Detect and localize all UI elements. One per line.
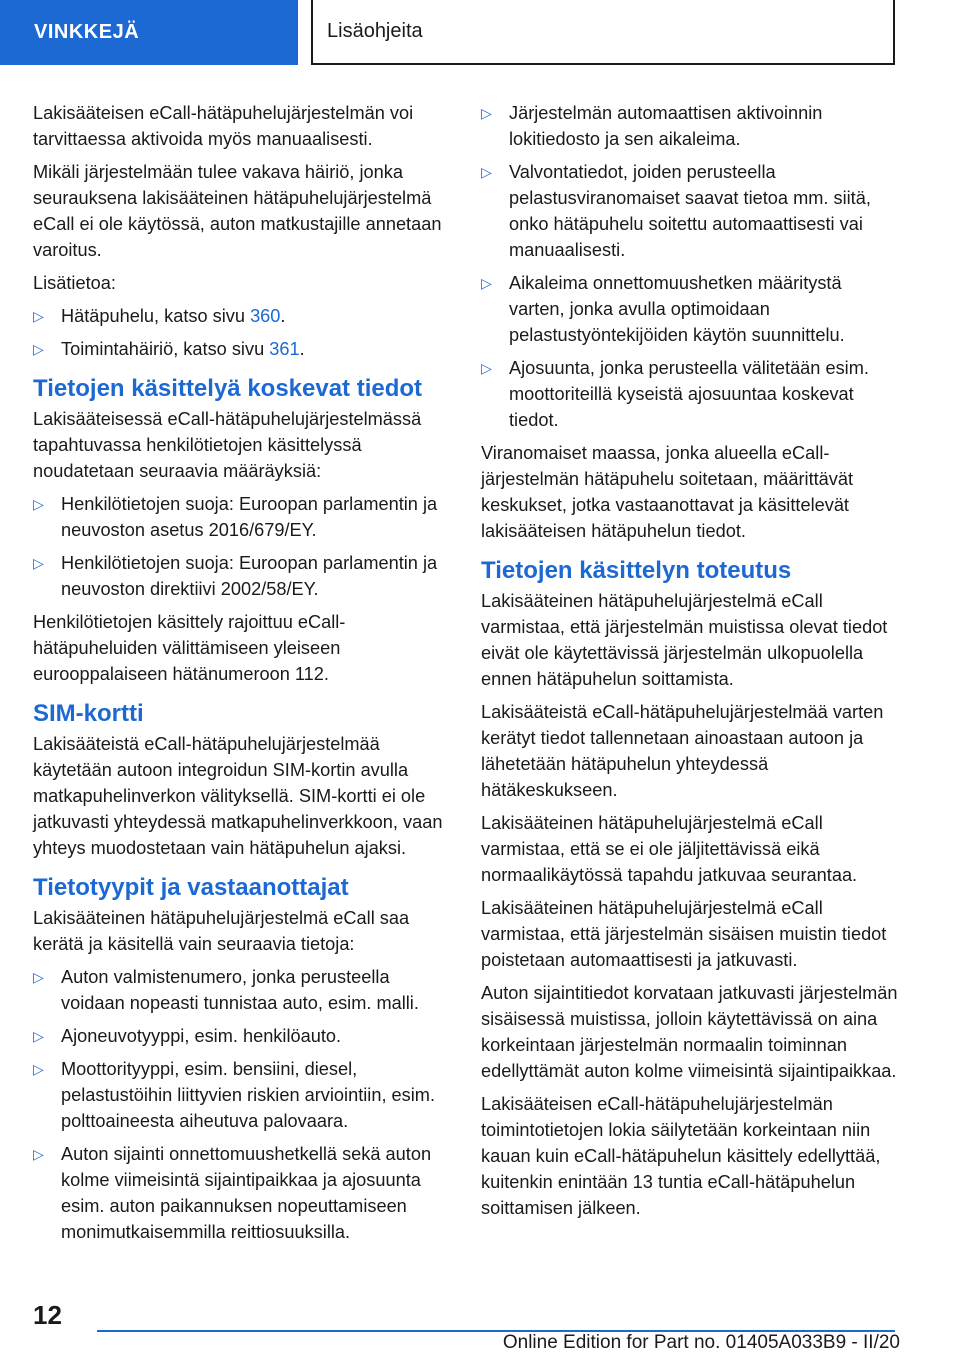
triangle-bullet-icon: ▷ xyxy=(481,275,492,291)
paragraph: Lakisääteinen hätäpuhelujärjestelmä eCall saa kerätä ja käsitellä vain seuraavia tietoja: xyxy=(33,908,410,954)
paragraph: Lakisääteistä eCall-hätäpuhelujärjestelmää käytetään autoon integroidun SIM-kortin avulla matkapuhelinverkon välityksellä. SIM-kortti ei ole jatkuvasti yhteydessä matkapuhelinverkkoon, vaan yhteys muodostetaan vain hätäpuhelun ajaksi. xyxy=(33,734,443,858)
heading-implementation: Tietojen käsittelyn toteutus xyxy=(481,557,792,584)
paragraph: Lakisääteinen hätäpuhelujärjestelmä eCall varmistaa, että se ei ole jäljitettävissä eikä normaalikäytössä tapahdu jatkuvaa seurantaa. xyxy=(481,813,858,885)
triangle-bullet-icon: ▷ xyxy=(33,555,44,571)
list-item: ▷ Ajoneuvotyyppi, esim. henkilöauto. xyxy=(33,1023,451,1049)
reference-list xyxy=(33,303,451,362)
paragraph: Lakisääteinen hätäpuhelujärjestelmä eCall varmistaa, että järjestelmän sisäisen muistin tiedot poistetaan automaattisesti ja jatkuvasti. xyxy=(481,898,887,970)
list-item: ▷ Järjestelmän automaattisen aktivoinnin lokitiedosto ja sen aikaleima. xyxy=(481,100,901,152)
heading-data-processing: Tietojen käsittelyä koskevat tiedot xyxy=(33,375,423,402)
paragraph: Lakisääteisessä eCall-hätäpuhelujärjestelmässä tapahtuvassa henkilötietojen käsittelyssä noudatetaan seuraavia määräyksiä: xyxy=(33,409,422,481)
paragraph: Viranomaiset maassa, jonka alueella eCall-järjestelmän hätäpuhelu soitetaan, määrittävät keskukset, jotka vastaanottavat ja käsittelevät lakisääteisen hätäpuhelun tiedot. xyxy=(481,443,854,541)
list-item: ▷ Valvontatiedot, joiden perusteella pelastusviranomaiset saavat tietoa mm. siitä, onko hätäpuhelu soitettu automaattisesti vai manuaalisesti. xyxy=(481,159,901,263)
triangle-bullet-icon: ▷ xyxy=(33,1146,44,1162)
list-item: ▷ Toimintahäiriö, katso sivu 361. xyxy=(33,336,451,362)
list-item: ▷ Henkilötietojen suoja: Euroopan parlamentin ja neuvoston direktiivi 2002/58/EY. xyxy=(33,550,451,602)
triangle-bullet-icon: ▷ xyxy=(33,1061,44,1077)
paragraph: Lakisääteisen eCall-hätäpuhelujärjestelmän toimintotietojen lokia säilytetään korkeintaan niin kauan kuin eCall-hätäpuhelun käsittely edellyttää, kuitenkin enintään 13 tuntia eCall-hätäpuhelun soittamisen jälkeen. xyxy=(481,1094,881,1218)
paragraph: Auton sijaintitiedot korvataan jatkuvasti järjestelmän sisäisessä muistissa, jolloin käytettävissä on aina korkeintaan järjestelmän normaalin toiminnan edellyttämät auton kolme viimeisintä sijaintipaikkaa. xyxy=(481,983,898,1081)
left-column xyxy=(33,100,451,1252)
right-column xyxy=(481,100,901,1228)
bullet-list xyxy=(33,491,451,602)
list-item: ▷ Ajosuunta, jonka perusteella välitetään esim. moottoriteillä kyseistä ajosuuntaa koskevat tiedot. xyxy=(481,355,901,433)
reference-text: Hätäpuhelu, katso sivu xyxy=(61,306,251,326)
paragraph: Mikäli järjestelmään tulee vakava häiriö, jonka seurauksena lakisääteinen hätäpuhelujärjestelmä eCall ei ole käytössä, auton matkustajille annetaan varoitus. xyxy=(33,162,442,260)
list-item: ▷ Aikaleima onnettomuushetken määritystä varten, jonka avulla optimoidaan pelastustyöntekijöiden käytön suunnittelu. xyxy=(481,270,901,348)
triangle-bullet-icon: ▷ xyxy=(33,1028,44,1044)
triangle-bullet-icon: ▷ xyxy=(481,105,492,121)
list-item: ▷ Auton valmistenumero, jonka perusteella voidaan nopeasti tunnistaa auto, esim. malli. xyxy=(33,964,451,1016)
triangle-bullet-icon: ▷ xyxy=(33,341,44,357)
page-link-361[interactable]: 361 xyxy=(269,339,300,359)
paragraph: Lakisääteinen hätäpuhelujärjestelmä eCall varmistaa, että järjestelmän muistissa olevat tiedot eivät ole käytettävissä järjestelmän ulkopuolella ennen hätäpuhelun soittamista. xyxy=(481,591,888,689)
page-link-360[interactable]: 360 xyxy=(250,306,281,326)
bullet-list xyxy=(481,100,901,433)
footer-edition: Online Edition for Part no. 01405A033B9 - II/20 xyxy=(502,1332,900,1353)
page-number: 12 xyxy=(33,1300,62,1330)
triangle-bullet-icon: ▷ xyxy=(33,969,44,985)
heading-data-types: Tietotyypit ja vastaanottajat xyxy=(33,874,349,901)
triangle-bullet-icon: ▷ xyxy=(33,496,44,512)
section-title: Lisäohjeita xyxy=(311,0,895,65)
bullet-list xyxy=(33,964,451,1245)
heading-sim-card: SIM-kortti xyxy=(33,700,144,727)
triangle-bullet-icon: ▷ xyxy=(481,164,492,180)
paragraph: Henkilötietojen käsittely rajoittuu eCall-hätäpuheluiden välittämiseen yleiseen eurooppalaiseen hätänumeroon 112. xyxy=(33,612,346,684)
list-item: ▷ Henkilötietojen suoja: Euroopan parlamentin ja neuvoston asetus 2016/679/EY. xyxy=(33,491,451,543)
reference-text: Toimintahäiriö, katso sivu xyxy=(61,339,270,359)
chapter-tab: VINKKEJÄ xyxy=(0,0,298,65)
paragraph: Lakisääteistä eCall-hätäpuhelujärjestelmää varten kerätyt tiedot tallennetaan ainoastaan autoon ja lähetetään hätäpuhelun yhteydessä hätäkeskukseen. xyxy=(481,702,884,800)
list-item: ▷ Moottorityyppi, esim. bensiini, diesel, pelastustöihin liittyvien riskien arviointiin, esim. polttoaineesta aiheutuva palovaara. xyxy=(33,1056,451,1134)
paragraph: Lakisääteisen eCall-hätäpuhelujärjestelmän voi tarvittaessa aktivoida myös manuaalisesti. xyxy=(33,103,414,149)
triangle-bullet-icon: ▷ xyxy=(33,308,44,324)
triangle-bullet-icon: ▷ xyxy=(481,360,492,376)
list-item: ▷ Auton sijainti onnettomuushetkellä sekä auton kolme viimeisintä sijaintipaikkaa ja ajosuunta esim. auton paikannuksen nopeuttamiseen monimutkaisemmilla reittiosuuksilla. xyxy=(33,1141,451,1245)
list-item: ▷ Hätäpuhelu, katso sivu 360. xyxy=(33,303,451,329)
more-info-label: Lisätietoa: xyxy=(33,273,116,293)
